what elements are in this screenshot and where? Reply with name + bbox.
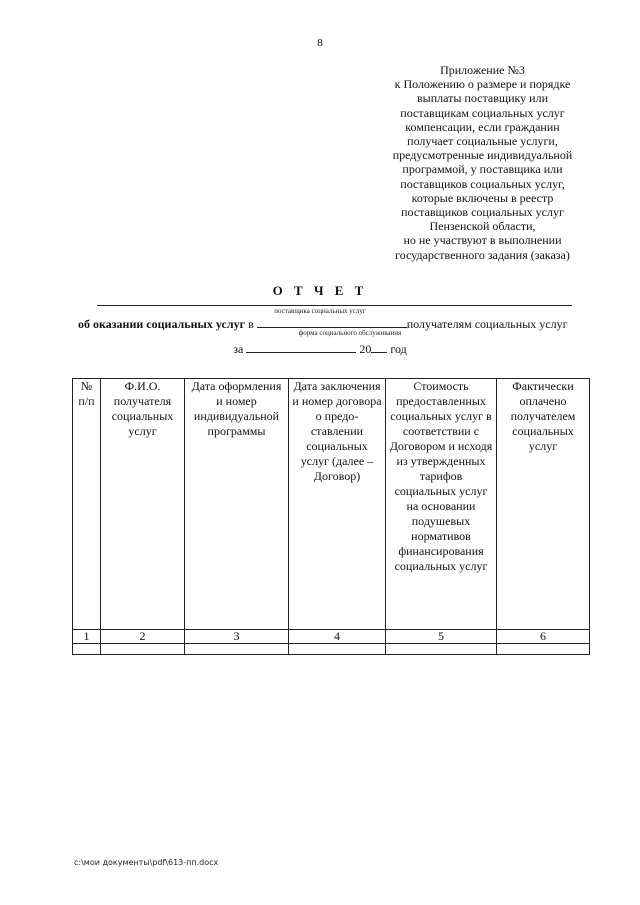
- year-blank-line: [371, 342, 387, 353]
- table-cell: [289, 644, 386, 655]
- header-number: № п/п: [73, 379, 101, 630]
- appendix-line: но не участвуют в выполнении: [403, 233, 562, 248]
- appendix-line: к Положению о размере и порядке: [394, 77, 571, 92]
- header-contract-date: Дата заключения и номер договора о предо-ставлении социальных услуг (далее – Договор): [289, 379, 386, 630]
- table-cell: [386, 644, 497, 655]
- header-cost: Стоимость предоставленных социальных услуг в соответствии с Договором и исходя из утвержденных тарифов социальных услуг на основании подушевых нормативов финансирования социальных услуг: [386, 379, 497, 630]
- period-year-prefix: 20: [356, 342, 372, 356]
- services-suffix-text: получателям социальных услуг: [406, 317, 568, 331]
- column-number: 1: [73, 630, 101, 644]
- header-program-date: Дата оформления и номер индивидуальной программы: [185, 379, 289, 630]
- table-cell: [497, 644, 590, 655]
- footer-file-path: c:\мои документы\pdf\613-пп.docx: [74, 858, 219, 867]
- column-number-row: [73, 630, 590, 644]
- provider-caption: поставщика социальных услуг: [274, 307, 366, 315]
- table-header-row: [73, 379, 590, 630]
- period-suffix: год: [387, 342, 407, 356]
- column-number: 3: [185, 630, 289, 644]
- appendix-line: выплаты поставщику или: [416, 91, 549, 106]
- appendix-header: [375, 63, 590, 262]
- appendix-line: государственного задания (заказа): [395, 247, 570, 262]
- column-number: 5: [386, 630, 497, 644]
- table-cell: [185, 644, 289, 655]
- period-line: [0, 342, 640, 357]
- column-number: 2: [101, 630, 185, 644]
- appendix-line: поставщикам социальных услуг: [400, 105, 565, 120]
- provider-blank-line: [97, 305, 572, 306]
- appendix-line: Пензенской области,: [429, 219, 536, 234]
- header-paid: Фактически оплачено получателем социальных услуг: [497, 379, 590, 630]
- header-recipient-name: Ф.И.О. получателя социальных услуг: [101, 379, 185, 630]
- column-number: 6: [497, 630, 590, 644]
- appendix-line: Приложение №3: [440, 63, 525, 77]
- form-caption: форма социального обслуживания: [298, 329, 402, 337]
- appendix-line: программой, у поставщика или: [402, 162, 563, 177]
- period-blank-line: [246, 342, 356, 353]
- appendix-line: компенсации, если гражданин: [405, 119, 560, 134]
- table-row: [73, 644, 590, 655]
- table-cell: [101, 644, 185, 655]
- table-cell: [73, 644, 101, 655]
- period-prefix: за: [233, 342, 247, 356]
- page-number: 8: [317, 37, 323, 49]
- appendix-line: поставщиков социальных услуг: [401, 205, 564, 220]
- appendix-line: получает социальные услуги,: [407, 134, 558, 149]
- appendix-line: предусмотренные индивидуальной: [392, 148, 573, 163]
- report-table: [72, 378, 590, 655]
- appendix-line: поставщиков социальных услуг,: [400, 176, 565, 191]
- form-blank-line: [257, 317, 407, 328]
- column-number: 4: [289, 630, 386, 644]
- services-in-text: в: [245, 317, 257, 331]
- appendix-line: которые включены в реестр: [411, 190, 554, 205]
- services-bold-text: об оказании социальных услуг: [78, 317, 246, 331]
- report-title: О Т Ч Е Т: [272, 283, 368, 298]
